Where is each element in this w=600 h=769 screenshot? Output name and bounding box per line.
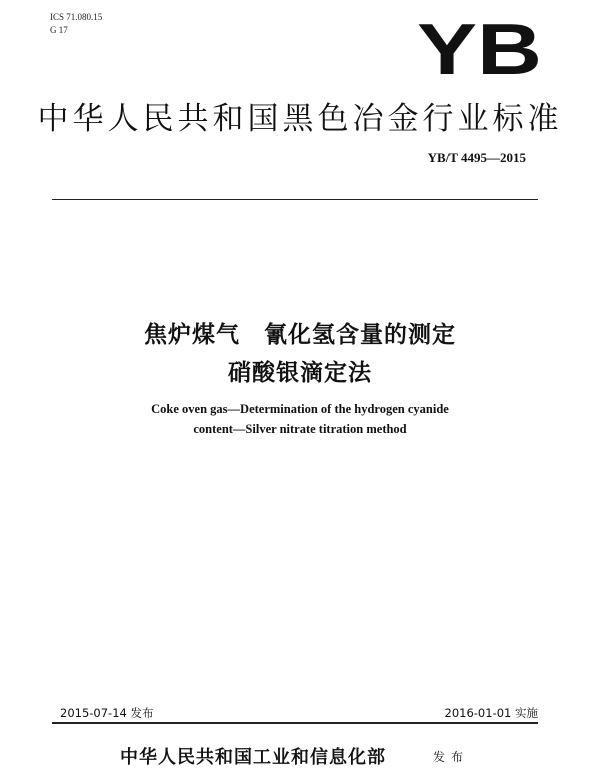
document-title-en-line1: Coke oven gas—Determination of the hydrogen cyanide xyxy=(151,402,449,416)
standard-number: YB/T 4495—2015 xyxy=(427,150,526,165)
yb-logo: YB xyxy=(416,10,542,90)
top-divider xyxy=(52,199,538,200)
ccs-code: G 17 xyxy=(50,25,68,35)
ics-code: ICS 71.080.15 xyxy=(50,12,103,22)
standard-title: 中华人民共和国黑色冶金行业标准 xyxy=(37,101,563,137)
issue-date: 2015-07-14 发布 xyxy=(60,706,154,720)
document-title-cn-line2: 硝酸银滴定法 xyxy=(228,360,372,386)
bottom-divider xyxy=(52,722,538,724)
publish-label: 发布 xyxy=(433,750,470,764)
document-title-cn-line1: 焦炉煤气 氰化氢含量的测定 xyxy=(144,322,456,348)
publisher-name: 中华人民共和国工业和信息化部 xyxy=(120,747,386,768)
document-title-en-line2: content—Silver nitrate titration method xyxy=(193,422,407,436)
classification-codes xyxy=(50,11,102,37)
implement-date: 2016-01-01 实施 xyxy=(444,706,538,720)
